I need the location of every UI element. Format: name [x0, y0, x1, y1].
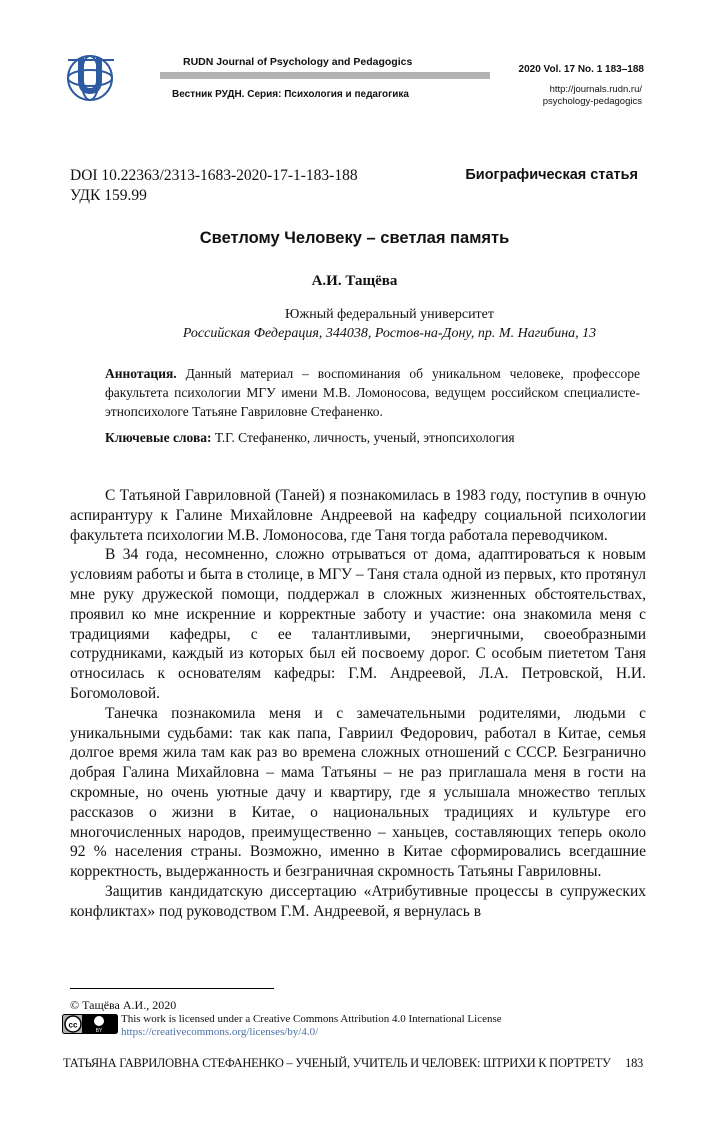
journal-title-ru: Вестник РУДН. Серия: Психология и педагогика	[172, 89, 409, 100]
rudn-logo	[64, 52, 120, 104]
doi: DOI 10.22363/2313-1683-2020-17-1-183-188	[70, 167, 358, 184]
footnote-rule	[70, 988, 274, 989]
paragraph: С Татьяной Гавриловной (Таней) я познакомилась в 1983 году, поступив в очную аспирантуру к Галине Михайловне Андреевой на кафедру социальной психологии факультета психологии М.В. Ломоносова, где Таня тогда работала переводчиком.	[70, 487, 646, 544]
journal-url[interactable]	[490, 84, 642, 108]
affiliation-address: Российская Федерация, 344038, Ростов-на-Дону, пр. М. Нагибина, 13	[182, 326, 597, 341]
journal-url-line1: http://journals.rudn.ru/	[549, 84, 642, 95]
abstract-text: Данный материал – воспоминания об уникальном человеке, профессоре факультета психологии МГУ имени М.В. Ломоносова, ведущем российском специалисте-этнопсихологе Татьяне Гавриловне Стефаненко.	[105, 366, 640, 419]
header-rule	[160, 72, 490, 79]
cc-text: cc	[68, 1020, 78, 1030]
by-text: BY	[95, 1028, 103, 1034]
issue-info: 2020 Vol. 17 No. 1 183–188	[518, 64, 644, 75]
paragraph: Танечка познакомила меня и с замечательными родителями, людьми с уникальными судьбами: так как папа, Гавриил Федорович, работал в Китае, семья долгое время жила там как раз во времена сложных отношений с СССР. Безгранично добрая Галина Михайловна – мама Татьяны – не раз приглашала меня в гости на скромные, но очень уютные дачу и квартиру, где я услышала множество теплых рассказов о жизни в Китае, о национальных традициях и культуре его многочисленных народов, преимущественно – ханьцев, составляющих теперь около 92 % населения страны. Возможно, именно в Китае сформировались всегдашние корректность, выдержанность и безграничная скромность Татьяны Гавриловны.	[70, 704, 646, 881]
license-link[interactable]: https://creativecommons.org/licenses/by/4.0/	[121, 1026, 319, 1038]
page-number: 183	[625, 1056, 643, 1070]
body-text	[70, 486, 646, 922]
license-text: This work is licensed under a Creative Commons Attribution 4.0 International License	[121, 1013, 502, 1025]
running-footer	[63, 1056, 643, 1071]
udk: УДК 159.99	[70, 187, 147, 204]
keywords-text: Т.Г. Стефаненко, личность, ученый, этнопсихология	[211, 430, 515, 445]
paragraph: В 34 года, несомненно, сложно отрываться от дома, адаптироваться к новым условиям работы и быта в столице, в МГУ – Таня стала одной из первых, кто протянул мне руку дружеской помощи, поддержал в сложных жизненных обстоятельствах, проявил ко мне искренние и корректные заботу и участие: она знакомила меня с традициями кафедры, с ее талантливыми, энергичными, своеобразными сотрудниками, каждый из которых был ей посвоему дорог. С особым пиететом Таня относилась к основателям кафедры: Г.М. Андреевой, Л.А. Петровской, Н.И. Богомоловой.	[70, 546, 646, 702]
cc-by-badge-icon[interactable]	[62, 1014, 118, 1034]
author: А.И. Тащёва	[311, 273, 398, 289]
running-title: ТАТЬЯНА ГАВРИЛОВНА СТЕФАНЕНКО – УЧЕНЫЙ, УЧИТЕЛЬ И ЧЕЛОВЕК: ШТРИХИ К ПОРТРЕТУ	[63, 1056, 611, 1070]
article-title: Светлому Человеку – светлая память	[199, 229, 510, 247]
abstract-label: Аннотация.	[105, 366, 177, 381]
keywords-label: Ключевые слова:	[105, 430, 212, 445]
journal-url-line2: psychology-pedagogics	[542, 96, 642, 107]
abstract	[105, 364, 640, 421]
article-type: Биографическая статья	[465, 167, 638, 183]
keywords	[105, 428, 640, 447]
doi-block	[70, 166, 358, 206]
paragraph: Защитив кандидатскую диссертацию «Атрибутивные процессы в супружеских конфликтах» под руководством Г.М. Андреевой, я вернулась в	[70, 882, 646, 920]
affiliation: Южный федеральный университет	[284, 307, 495, 322]
journal-title-en: RUDN Journal of Psychology and Pedagogics	[183, 56, 413, 68]
copyright: © Тащёва А.И., 2020	[70, 998, 177, 1012]
